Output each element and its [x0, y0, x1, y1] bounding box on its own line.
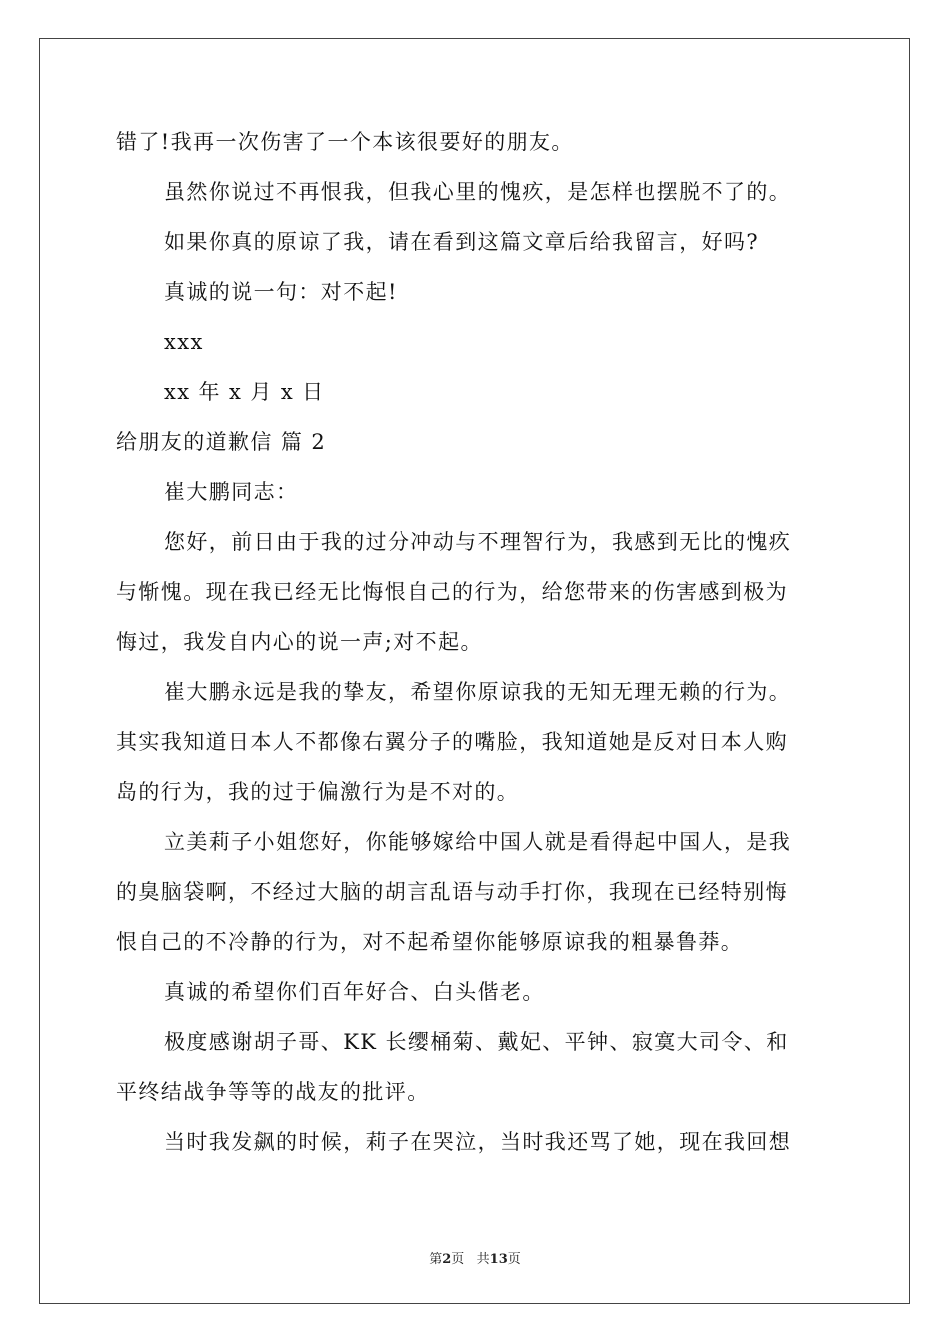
text-line: 崔大鹏永远是我的挚友，希望你原谅我的无知无理无赖的行为。: [164, 680, 792, 704]
footer-middle: 页 共: [451, 1252, 490, 1267]
text-line: 当时我发飙的时候，莉子在哭泣，当时我还骂了她，现在我回想: [164, 1130, 792, 1154]
text-line: 虽然你说过不再恨我，但我心里的愧疚，是怎样也摆脱不了的。: [164, 180, 792, 204]
date-line: xx 年 x 月 x 日: [164, 380, 325, 404]
text-line: 立美莉子小姐您好，你能够嫁给中国人就是看得起中国人，是我: [164, 830, 792, 854]
footer-total-pages: 13: [489, 1252, 508, 1267]
text-line: 恨自己的不冷静的行为，对不起希望你能够原谅我的粗暴鲁莽。: [116, 930, 744, 954]
text-line: 极度感谢胡子哥、KK 长缨桶菊、戴妃、平钟、寂寞大司令、和: [164, 1030, 789, 1054]
text-line: 您好，前日由于我的过分冲动与不理智行为，我感到无比的愧疚: [164, 530, 792, 554]
text-line: 的臭脑袋啊，不经过大脑的胡言乱语与动手打你，我现在已经特别悔: [116, 880, 788, 904]
text-line: 与惭愧。现在我已经无比悔恨自己的行为，给您带来的伤害感到极为: [116, 580, 788, 604]
footer-prefix: 第: [429, 1252, 443, 1267]
text-line: 真诚的希望你们百年好合、白头偕老。: [164, 980, 545, 1004]
text-line: 真诚的说一句：对不起!: [164, 280, 398, 304]
section-heading: 给朋友的道歉信 篇 2: [116, 430, 327, 454]
page-footer: [0, 1248, 950, 1267]
text-line: 其实我知道日本人不都像右翼分子的嘴脸，我知道她是反对日本人购: [116, 730, 788, 754]
text-line: 如果你真的原谅了我，请在看到这篇文章后给我留言，好吗?: [164, 230, 760, 254]
text-line: 悔过，我发自内心的说一声;对不起。: [116, 630, 483, 654]
footer-suffix: 页: [507, 1252, 521, 1267]
salutation: 崔大鹏同志：: [164, 480, 299, 504]
text-line: 错了!我再一次伤害了一个本该很要好的朋友。: [116, 130, 574, 154]
footer-page-number: 2: [442, 1252, 452, 1267]
text-line: 平终结战争等等的战友的批评。: [116, 1080, 430, 1104]
signature: xxx: [164, 330, 204, 354]
text-line: 岛的行为，我的过于偏激行为是不对的。: [116, 780, 520, 804]
